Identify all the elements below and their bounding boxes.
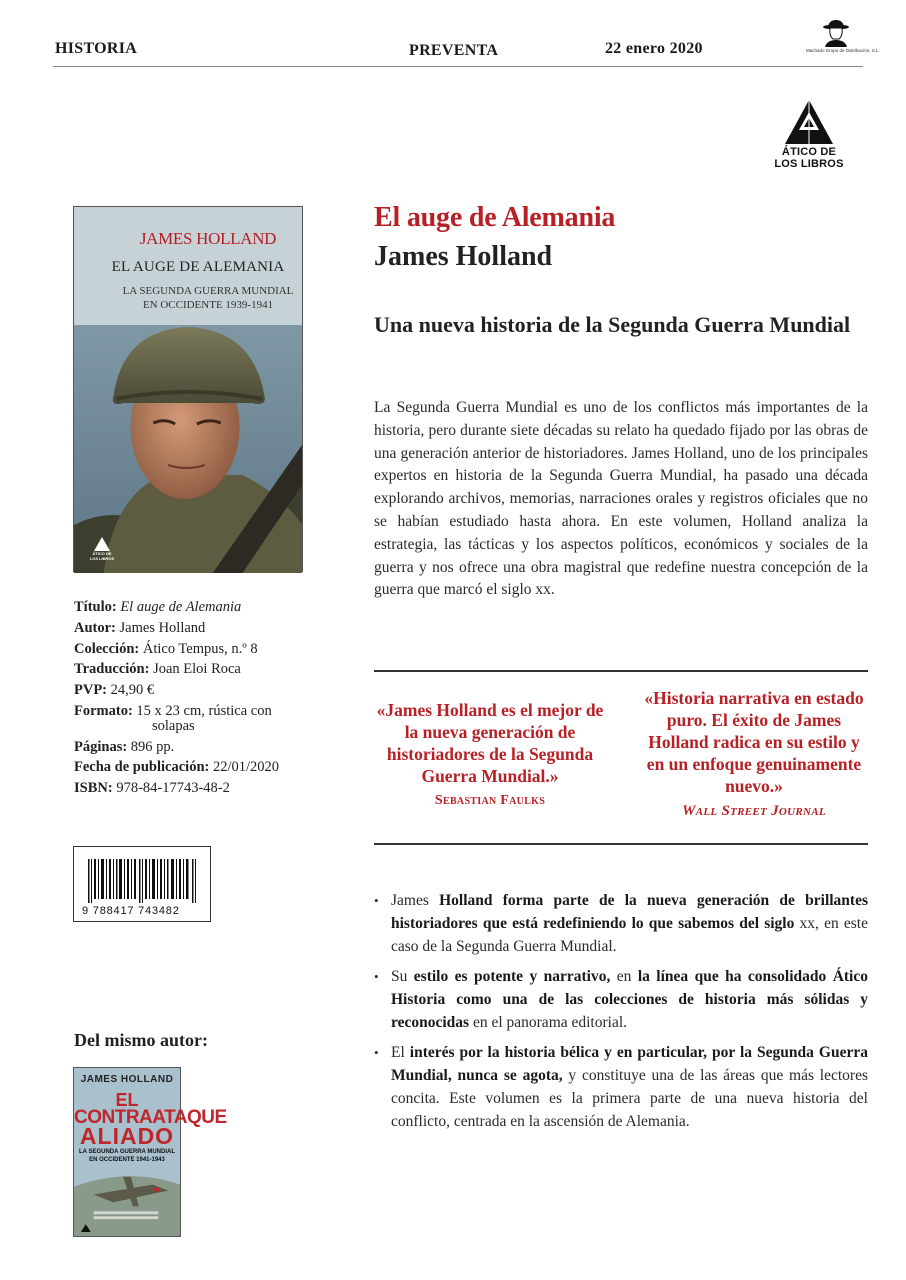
cover-publisher-logo [82, 537, 122, 561]
related-book-cover [73, 1067, 227, 1237]
meta-translation: Traducción: Joan Eloi Roca [74, 661, 241, 678]
cover-title: EL AUGE DE ALEMANIA [111, 259, 285, 275]
related-cover-author: JAMES HOLLAND [80, 1074, 174, 1085]
book-title: El auge de Alemania [374, 202, 616, 233]
quote-wsj [638, 687, 870, 820]
presale-label: PREVENTA [409, 42, 499, 59]
cover-title-band [74, 207, 302, 325]
meta-format-cont: solapas [152, 717, 195, 734]
meta-pubdate: Fecha de publicación: 22/01/2020 [74, 759, 280, 776]
list-item: • James Holland forma parte de la nueva generación de brillantes historiadores que está redefiniendo lo que sabemos del siglo xx, en este caso de la Segunda Guerra Mundial. [374, 889, 868, 958]
bullet-icon: • [374, 969, 379, 984]
quote-text: «James Holland es el mejor de la nueva generación de historiadores de la Segunda Guerra Mundial.» [376, 700, 604, 786]
related-cover-title-3: ALIADO [79, 1123, 175, 1149]
related-cover-title-2: CONTRAATAQUE [74, 1107, 227, 1128]
related-cover-subtitle-1: LA SEGUNDA GUERRA MUNDIAL [79, 1149, 175, 1155]
book-subtitle: Una nueva historia de la Segunda Guerra Mundial [374, 312, 851, 337]
meta-isbn: ISBN: 978-84-17743-48-2 [74, 780, 230, 797]
category-label: HISTORIA [55, 40, 138, 57]
related-cover-subtitle-2: EN OCCIDENTE 1941-1943 [89, 1157, 165, 1163]
cover-subtitle-2: EN OCCIDENTE 1939-1941 [142, 299, 274, 311]
distributor-caption: Machado Grupo de Distribución, S.L. [806, 48, 880, 53]
soldier-photo [74, 325, 302, 573]
hat-man-icon [815, 18, 857, 48]
same-author-heading: Del mismo autor: [74, 1030, 208, 1050]
quotes-top-rule [374, 670, 868, 672]
bullet-icon: • [374, 1045, 379, 1060]
publisher-logo-line1: ÁTICO DE [781, 146, 837, 158]
publisher-logo-line2: LOS LIBROS [774, 158, 844, 170]
quotes-bottom-rule [374, 843, 868, 845]
meta-format: Formato: 15 x 23 cm, rústica con [74, 702, 272, 719]
meta-author: Autor: James Holland [74, 619, 206, 636]
barcode [73, 846, 211, 922]
barcode-bars [88, 859, 198, 903]
book-cover [73, 206, 303, 572]
meta-price: PVP: 24,90 € [74, 682, 155, 699]
meta-collection: Colección: Ático Tempus, n.º 8 [74, 640, 258, 657]
selling-points [374, 889, 868, 1140]
triangle-logo-icon [783, 98, 835, 146]
book-author: James Holland [374, 241, 553, 272]
barcode-number: 9 788417 743482 [82, 905, 180, 917]
quote-text: «Historia narrativa en estado puro. El éxito de James Holland radica en su estilo y en un enfoque genuinamente nuevo.» [644, 688, 864, 796]
book-metadata [74, 597, 334, 799]
quote-source: Sebastian Faulks [434, 793, 546, 808]
publisher-logo [768, 98, 850, 178]
bullet-icon: • [374, 893, 379, 908]
book-description: La Segunda Guerra Mundial es uno de los conflictos más importantes de la historia, pero durante siete décadas su relato ha quedado fijado por las obras de una generación anterior de historiadores. James Holland, uno de los principales expertos en historia de la Segunda Guerra Mundial, ha pasado una década explorando archivos, memorias, narraciones orales y registros oficiales que no se habían estudiado hasta ahora. En este volumen, Holland analiza la estrategia, las tácticas y los aspectos políticos, económicos y sociales de la guerra y nos ofrece una obra magistral que redefine nuestra concepción de la guerra que marcó el siglo xx. [374, 399, 868, 599]
cover-logo-line1: ÁTICO DE [92, 551, 112, 556]
quote-source: Wall Street Journal [682, 803, 826, 819]
quote-faulks [374, 699, 606, 809]
meta-pages: Páginas: 896 pp. [74, 738, 175, 755]
distributor-logo [806, 18, 880, 64]
cover-author: JAMES HOLLAND [139, 229, 277, 248]
meta-title: Título: El auge de Alemania [74, 599, 242, 615]
list-item: • Su estilo es potente y narrativo, en la línea que ha consolidado Ático Historia como una de las colecciones de historia más sólidas y reconocidas en el panorama editorial. [374, 965, 868, 1034]
header-divider [53, 66, 863, 67]
release-date: 22 enero 2020 [605, 40, 703, 57]
related-cover-title-1: EL [115, 1090, 139, 1110]
cover-subtitle-1: LA SEGUNDA GUERRA MUNDIAL [122, 285, 294, 297]
list-item: • El interés por la historia bélica y en particular, por la Segunda Guerra Mundial, nunca se agota, y constituye una de las áreas que más lectores concita. Este volumen es la primera parte de una nueva historia del conflicto, centrada en la ascensión de Alemania. [374, 1041, 868, 1133]
triangle-logo-small-icon [94, 537, 110, 551]
cover-logo-line2: LOS LIBROS [89, 556, 115, 561]
